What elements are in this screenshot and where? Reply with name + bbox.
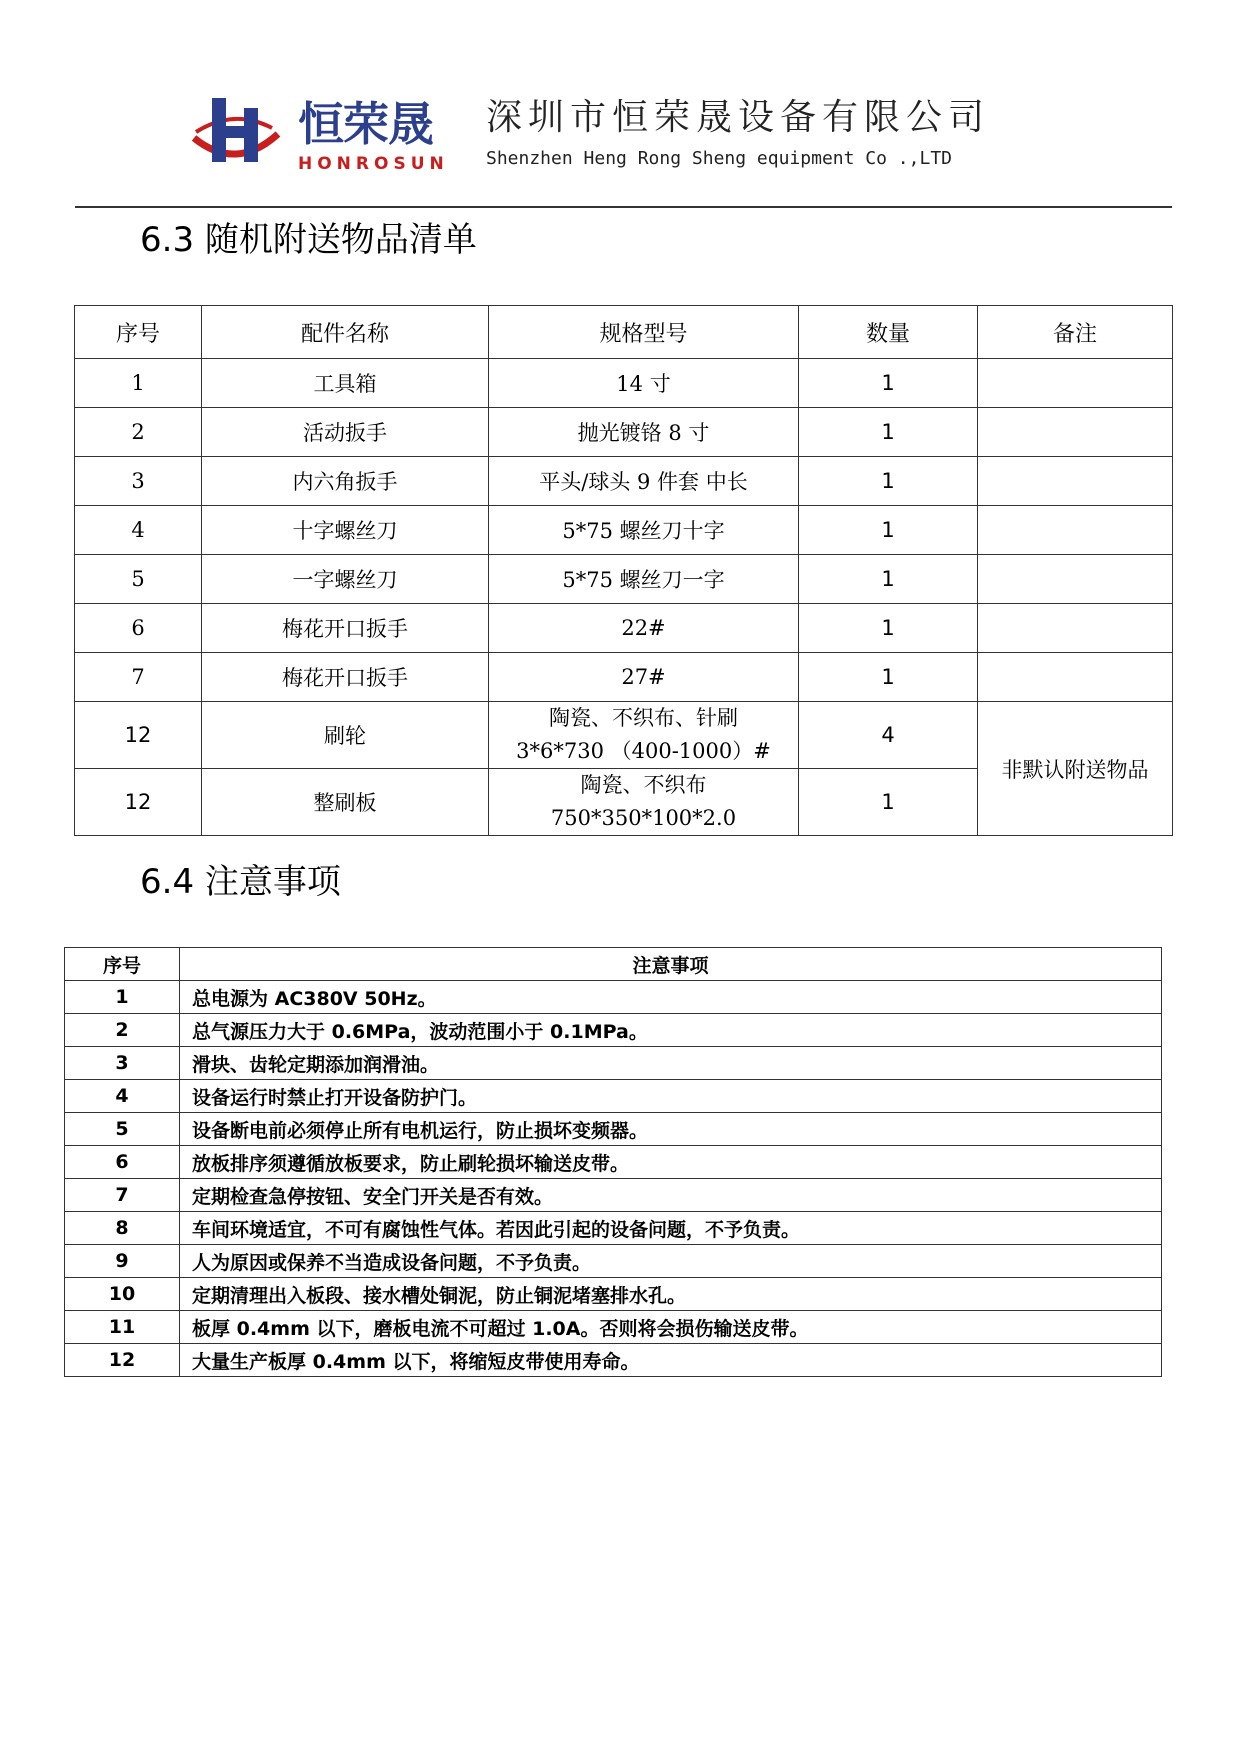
cell-remark	[978, 506, 1173, 555]
cell-remark	[978, 604, 1173, 653]
cell-no: 3	[75, 457, 202, 506]
table-header-row	[65, 948, 1162, 981]
cell-no: 6	[75, 604, 202, 653]
table-row	[65, 1014, 1162, 1047]
cell-qty: 1	[799, 604, 978, 653]
page-header	[186, 92, 1066, 182]
cell-qty: 1	[799, 555, 978, 604]
header-cell: 序号	[75, 306, 202, 359]
cell-qty: 1	[799, 769, 978, 836]
cell-remark	[978, 555, 1173, 604]
cell-qty: 4	[799, 702, 978, 769]
cell-text: 板厚 0.4mm 以下，磨板电流不可超过 1.0A。否则将会损伤输送皮带。	[180, 1311, 1162, 1344]
table-row	[65, 1278, 1162, 1311]
table-row	[75, 702, 1173, 769]
cell-qty: 1	[799, 359, 978, 408]
cell-name: 梅花开口扳手	[202, 653, 489, 702]
table-row	[75, 359, 1173, 408]
header-cell: 规格型号	[489, 306, 799, 359]
table-row	[75, 457, 1173, 506]
table-row	[75, 506, 1173, 555]
cell-no: 9	[65, 1245, 180, 1278]
cell-name: 整刷板	[202, 769, 489, 836]
cell-text: 滑块、齿轮定期添加润滑油。	[180, 1047, 1162, 1080]
logo-subtitle: HONROSUN	[298, 154, 449, 174]
accessories-table	[74, 305, 1173, 836]
header-cell: 序号	[65, 948, 180, 981]
cell-spec: 平头/球头 9 件套 中长	[489, 457, 799, 506]
cell-text: 定期检查急停按钮、安全门开关是否有效。	[180, 1179, 1162, 1212]
precautions-table	[64, 947, 1162, 1377]
table-row	[65, 981, 1162, 1014]
cell-text: 总电源为 AC380V 50Hz。	[180, 981, 1162, 1014]
cell-qty: 1	[799, 653, 978, 702]
table-row	[75, 408, 1173, 457]
company-name-en: Shenzhen Heng Rong Sheng equipment Co .,LTD	[486, 148, 952, 169]
table-row	[65, 1047, 1162, 1080]
table-row	[75, 604, 1173, 653]
table-row	[65, 1344, 1162, 1377]
table-row	[65, 1113, 1162, 1146]
cell-no: 2	[75, 408, 202, 457]
table-header-row	[75, 306, 1173, 359]
cell-text: 车间环境适宜，不可有腐蚀性气体。若因此引起的设备问题，不予负责。	[180, 1212, 1162, 1245]
cell-spec: 22#	[489, 604, 799, 653]
table-row	[75, 653, 1173, 702]
cell-name: 工具箱	[202, 359, 489, 408]
cell-text: 设备运行时禁止打开设备防护门。	[180, 1080, 1162, 1113]
spec-line: 750*350*100*2.0	[550, 806, 737, 830]
cell-no: 10	[65, 1278, 180, 1311]
cell-no: 4	[75, 506, 202, 555]
cell-qty: 1	[799, 457, 978, 506]
cell-spec: 14 寸	[489, 359, 799, 408]
table-row	[65, 1245, 1162, 1278]
cell-text: 人为原因或保养不当造成设备问题，不予负责。	[180, 1245, 1162, 1278]
table-row	[65, 1311, 1162, 1344]
cell-no: 12	[75, 769, 202, 836]
logo-wordmark: 恒荣晟	[298, 97, 433, 151]
cell-spec: 5*75 螺丝刀一字	[489, 555, 799, 604]
header-cell: 数量	[799, 306, 978, 359]
spec-line: 3*6*730 （400-1000）#	[516, 739, 771, 763]
cell-no: 3	[65, 1047, 180, 1080]
section-title-accessories: 6.3 随机附送物品清单	[140, 220, 477, 260]
cell-no: 8	[65, 1212, 180, 1245]
section-title-precautions: 6.4 注意事项	[140, 862, 341, 902]
cell-spec: 抛光镀铬 8 寸	[489, 408, 799, 457]
cell-no: 12	[65, 1344, 180, 1377]
cell-name: 一字螺丝刀	[202, 555, 489, 604]
cell-text: 大量生产板厚 0.4mm 以下，将缩短皮带使用寿命。	[180, 1344, 1162, 1377]
header-cell: 配件名称	[202, 306, 489, 359]
cell-name: 梅花开口扳手	[202, 604, 489, 653]
header-cell: 备注	[978, 306, 1173, 359]
cell-no: 5	[65, 1113, 180, 1146]
cell-text: 放板排序须遵循放板要求，防止刷轮损坏输送皮带。	[180, 1146, 1162, 1179]
table-row	[75, 555, 1173, 604]
header-cell: 注意事项	[180, 948, 1162, 981]
cell-no: 6	[65, 1146, 180, 1179]
cell-remark	[978, 408, 1173, 457]
cell-qty: 1	[799, 506, 978, 555]
cell-text: 定期清理出入板段、接水槽处铜泥，防止铜泥堵塞排水孔。	[180, 1278, 1162, 1311]
cell-name: 刷轮	[202, 702, 489, 769]
cell-name: 内六角扳手	[202, 457, 489, 506]
spec-line: 陶瓷、不织布	[580, 773, 707, 797]
cell-name: 活动扳手	[202, 408, 489, 457]
cell-text: 设备断电前必须停止所有电机运行，防止损坏变频器。	[180, 1113, 1162, 1146]
cell-spec	[489, 769, 799, 836]
cell-no: 1	[75, 359, 202, 408]
cell-no: 2	[65, 1014, 180, 1047]
cell-name: 十字螺丝刀	[202, 506, 489, 555]
cell-no: 4	[65, 1080, 180, 1113]
cell-text: 总气源压力大于 0.6MPa，波动范围小于 0.1MPa。	[180, 1014, 1162, 1047]
cell-no: 7	[75, 653, 202, 702]
table-row	[65, 1146, 1162, 1179]
company-name-cn: 深圳市恒荣晟设备有限公司	[486, 97, 991, 138]
cell-no: 7	[65, 1179, 180, 1212]
cell-spec	[489, 702, 799, 769]
header-divider	[75, 206, 1172, 208]
cell-remark-merged: 非默认附送物品	[978, 702, 1173, 836]
cell-no: 5	[75, 555, 202, 604]
spec-line: 陶瓷、不织布、针刷	[549, 706, 738, 730]
cell-remark	[978, 359, 1173, 408]
cell-no: 11	[65, 1311, 180, 1344]
cell-spec: 5*75 螺丝刀十字	[489, 506, 799, 555]
table-row	[65, 1080, 1162, 1113]
cell-spec: 27#	[489, 653, 799, 702]
cell-no: 1	[65, 981, 180, 1014]
cell-remark	[978, 653, 1173, 702]
cell-no: 12	[75, 702, 202, 769]
company-logo-icon	[186, 94, 286, 172]
cell-remark	[978, 457, 1173, 506]
table-row	[65, 1212, 1162, 1245]
cell-qty: 1	[799, 408, 978, 457]
table-row	[65, 1179, 1162, 1212]
